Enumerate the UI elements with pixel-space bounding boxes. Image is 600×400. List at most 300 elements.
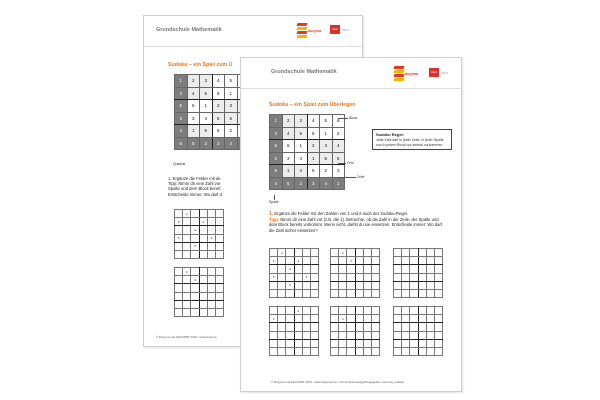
puzzle-cell[interactable]	[175, 276, 183, 284]
puzzle-cell[interactable]	[302, 315, 310, 323]
puzzle-cell[interactable]	[394, 273, 402, 281]
puzzle-cell[interactable]	[199, 308, 207, 316]
puzzle-cell[interactable]	[310, 339, 318, 347]
puzzle-cell[interactable]	[371, 257, 379, 265]
puzzle-cell[interactable]	[355, 281, 363, 289]
puzzle-cell[interactable]	[294, 331, 302, 339]
puzzle-cell[interactable]: 4	[183, 210, 191, 218]
puzzle-cell[interactable]	[302, 257, 310, 265]
puzzle-cell[interactable]	[191, 268, 199, 276]
puzzle-cell[interactable]	[363, 257, 371, 265]
puzzle-cell[interactable]	[418, 289, 426, 297]
puzzle-cell[interactable]	[215, 226, 223, 234]
puzzle-cell[interactable]	[207, 284, 215, 292]
puzzle-cell[interactable]	[339, 289, 347, 297]
puzzle-cell[interactable]	[294, 249, 302, 257]
puzzle-cell[interactable]	[363, 249, 371, 257]
puzzle-cell[interactable]	[402, 265, 410, 273]
practice-puzzle-5	[330, 306, 380, 356]
puzzle-cell[interactable]	[410, 339, 418, 347]
puzzle-cell[interactable]	[286, 315, 294, 323]
puzzle-cell[interactable]	[347, 307, 355, 315]
puzzle-cell[interactable]	[426, 315, 434, 323]
puzzle-cell[interactable]	[394, 323, 402, 331]
puzzle-cell[interactable]	[339, 257, 347, 265]
puzzle-cell[interactable]	[183, 292, 191, 300]
puzzle-cell[interactable]	[310, 281, 318, 289]
puzzle-cell[interactable]	[355, 307, 363, 315]
mint-label: MINT	[441, 71, 449, 75]
puzzle-cell[interactable]	[331, 307, 339, 315]
puzzle-cell[interactable]	[278, 339, 286, 347]
puzzle-cell[interactable]	[426, 307, 434, 315]
puzzle-cell[interactable]	[394, 347, 402, 355]
puzzle-cell[interactable]	[394, 257, 402, 265]
puzzle-cell[interactable]	[270, 323, 278, 331]
puzzle-cell[interactable]	[418, 265, 426, 273]
puzzle-cell[interactable]	[363, 307, 371, 315]
puzzle-cell[interactable]	[402, 339, 410, 347]
puzzle-cell[interactable]: 3	[286, 281, 294, 289]
puzzle-cell[interactable]	[207, 242, 215, 250]
puzzle-cell[interactable]: 3	[207, 234, 215, 242]
puzzle-cell[interactable]	[310, 347, 318, 355]
puzzle-cell[interactable]	[394, 307, 402, 315]
puzzle-cell[interactable]	[402, 307, 410, 315]
puzzle-cell[interactable]	[355, 339, 363, 347]
puzzle-cell[interactable]	[270, 281, 278, 289]
puzzle-cell[interactable]	[331, 265, 339, 273]
puzzle-cell[interactable]	[294, 265, 302, 273]
puzzle-cell[interactable]	[199, 242, 207, 250]
puzzle-cell[interactable]	[402, 249, 410, 257]
puzzle-cell[interactable]	[270, 331, 278, 339]
puzzle-cell[interactable]	[410, 289, 418, 297]
puzzle-cell[interactable]	[426, 339, 434, 347]
puzzle-cell[interactable]	[310, 273, 318, 281]
puzzle-cell[interactable]	[302, 331, 310, 339]
puzzle-cell[interactable]	[278, 273, 286, 281]
puzzle-cell[interactable]	[363, 265, 371, 273]
puzzle-cell[interactable]	[371, 307, 379, 315]
puzzle-cell[interactable]	[207, 276, 215, 284]
puzzle-cell[interactable]	[434, 257, 442, 265]
puzzle-cell[interactable]	[426, 289, 434, 297]
puzzle-cell[interactable]	[278, 281, 286, 289]
puzzle-cell[interactable]	[418, 323, 426, 331]
puzzle-cell[interactable]	[394, 339, 402, 347]
puzzle-cell[interactable]	[199, 284, 207, 292]
puzzle-cell[interactable]	[394, 331, 402, 339]
puzzle-cell[interactable]	[371, 273, 379, 281]
puzzle-cell[interactable]	[394, 249, 402, 257]
puzzle-cell[interactable]	[434, 315, 442, 323]
puzzle-cell[interactable]	[191, 292, 199, 300]
sudoku-cell: 6	[332, 115, 345, 128]
puzzle-cell[interactable]: 4	[278, 249, 286, 257]
puzzle-cell[interactable]	[310, 257, 318, 265]
puzzle-cell[interactable]	[410, 331, 418, 339]
puzzle-cell[interactable]	[371, 347, 379, 355]
puzzle-cell[interactable]	[302, 281, 310, 289]
puzzle-cell[interactable]: 4	[191, 226, 199, 234]
puzzle-cell[interactable]	[434, 339, 442, 347]
puzzle-cell[interactable]	[331, 331, 339, 339]
puzzle-cell[interactable]	[331, 315, 339, 323]
puzzle-cell[interactable]	[418, 249, 426, 257]
puzzle-cell[interactable]	[434, 307, 442, 315]
puzzle-cell[interactable]	[410, 249, 418, 257]
puzzle-cell[interactable]: 4	[191, 276, 199, 284]
puzzle-cell[interactable]	[371, 289, 379, 297]
puzzle-cell[interactable]	[191, 210, 199, 218]
puzzle-cell[interactable]	[207, 250, 215, 258]
puzzle-cell[interactable]	[347, 281, 355, 289]
puzzle-cell[interactable]	[175, 292, 183, 300]
puzzle-cell[interactable]	[339, 323, 347, 331]
puzzle-cell[interactable]	[286, 323, 294, 331]
puzzle-cell[interactable]	[183, 284, 191, 292]
puzzle-cell[interactable]	[363, 289, 371, 297]
puzzle-cell[interactable]	[339, 273, 347, 281]
puzzle-cell[interactable]	[434, 323, 442, 331]
puzzle-cell[interactable]	[199, 234, 207, 242]
puzzle-cell[interactable]	[286, 289, 294, 297]
puzzle-cell[interactable]	[418, 347, 426, 355]
puzzle-cell[interactable]	[402, 281, 410, 289]
puzzle-cell[interactable]	[394, 289, 402, 297]
puzzle-cell[interactable]	[183, 276, 191, 284]
puzzle-cell[interactable]	[434, 249, 442, 257]
puzzle-cell[interactable]	[302, 347, 310, 355]
puzzle-cell[interactable]	[402, 273, 410, 281]
puzzle-cell[interactable]	[270, 289, 278, 297]
puzzle-cell[interactable]	[294, 323, 302, 331]
puzzle-cell[interactable]	[215, 308, 223, 316]
puzzle-cell[interactable]	[331, 273, 339, 281]
puzzle-cell[interactable]	[410, 281, 418, 289]
puzzle-cell[interactable]	[286, 307, 294, 315]
puzzle-cell[interactable]	[331, 323, 339, 331]
puzzle-cell[interactable]	[191, 250, 199, 258]
puzzle-cell[interactable]	[199, 210, 207, 218]
puzzle-cell[interactable]	[402, 347, 410, 355]
puzzle-cell[interactable]	[199, 292, 207, 300]
sudoku-cell: 2	[270, 152, 283, 165]
puzzle-cell[interactable]: 3	[191, 242, 199, 250]
puzzle-cell[interactable]	[270, 265, 278, 273]
puzzle-cell[interactable]: 3	[175, 218, 183, 226]
puzzle-cell[interactable]	[347, 339, 355, 347]
puzzle-cell[interactable]	[363, 331, 371, 339]
puzzle-cell[interactable]	[418, 273, 426, 281]
puzzle-cell[interactable]	[434, 281, 442, 289]
puzzle-cell[interactable]	[355, 323, 363, 331]
puzzle-cell[interactable]	[347, 273, 355, 281]
sudoku-cell: 5	[282, 177, 295, 190]
puzzle-cell[interactable]	[310, 331, 318, 339]
puzzle-cell[interactable]	[215, 234, 223, 242]
puzzle-cell[interactable]	[286, 347, 294, 355]
puzzle-cell[interactable]	[207, 300, 215, 308]
puzzle-cell[interactable]	[394, 281, 402, 289]
puzzle-cell[interactable]	[270, 339, 278, 347]
puzzle-cell[interactable]	[355, 347, 363, 355]
puzzle-cell[interactable]	[278, 265, 286, 273]
puzzle-cell[interactable]	[215, 276, 223, 284]
puzzle-cell[interactable]	[183, 308, 191, 316]
puzzle-cell[interactable]	[175, 268, 183, 276]
sudoku-cell: 5	[332, 152, 345, 165]
puzzle-cell[interactable]	[347, 331, 355, 339]
puzzle-cell[interactable]	[355, 289, 363, 297]
puzzle-cell[interactable]	[363, 273, 371, 281]
puzzle-cell[interactable]	[215, 250, 223, 258]
puzzle-cell[interactable]	[183, 300, 191, 308]
puzzle-cell[interactable]	[426, 281, 434, 289]
puzzle-cell[interactable]	[347, 315, 355, 323]
puzzle-cell[interactable]	[339, 307, 347, 315]
puzzle-cell[interactable]	[355, 331, 363, 339]
puzzle-cell[interactable]	[199, 250, 207, 258]
puzzle-cell[interactable]	[418, 307, 426, 315]
puzzle-cell[interactable]	[175, 284, 183, 292]
puzzle-cell[interactable]	[355, 315, 363, 323]
puzzle-cell[interactable]: 4	[294, 307, 302, 315]
puzzle-cell[interactable]	[355, 257, 363, 265]
puzzle-cell[interactable]	[215, 292, 223, 300]
puzzle-cell[interactable]	[418, 315, 426, 323]
puzzle-cell[interactable]	[207, 218, 215, 226]
puzzle-cell[interactable]	[278, 347, 286, 355]
puzzle-cell[interactable]	[207, 292, 215, 300]
puzzle-cell[interactable]	[310, 289, 318, 297]
puzzle-cell[interactable]	[183, 226, 191, 234]
puzzle-cell[interactable]	[394, 315, 402, 323]
puzzle-cell[interactable]	[410, 265, 418, 273]
puzzle-cell[interactable]	[339, 331, 347, 339]
puzzle-cell[interactable]	[294, 339, 302, 347]
puzzle-cell[interactable]	[191, 234, 199, 242]
puzzle-cell[interactable]	[363, 323, 371, 331]
puzzle-cell[interactable]	[286, 273, 294, 281]
puzzle-cell[interactable]	[270, 249, 278, 257]
puzzle-cell[interactable]	[331, 347, 339, 355]
puzzle-cell[interactable]	[302, 249, 310, 257]
puzzle-cell[interactable]	[175, 300, 183, 308]
puzzle-cell[interactable]	[175, 308, 183, 316]
puzzle-cell[interactable]	[426, 331, 434, 339]
puzzle-cell[interactable]	[270, 347, 278, 355]
puzzle-cell[interactable]	[294, 281, 302, 289]
puzzle-cell[interactable]	[363, 281, 371, 289]
sudoku-cell: 5	[320, 115, 333, 128]
puzzle-cell[interactable]	[410, 257, 418, 265]
puzzle-cell[interactable]	[183, 242, 191, 250]
puzzle-cell[interactable]	[363, 339, 371, 347]
puzzle-cell[interactable]	[418, 257, 426, 265]
puzzle-cell[interactable]	[418, 281, 426, 289]
zeile-label: Zeile	[357, 175, 365, 179]
puzzle-cell[interactable]	[215, 218, 223, 226]
puzzle-cell[interactable]	[347, 323, 355, 331]
task-text: Ergänze die Felder mit den Zahlen von 1 und 6 nach der Sudoku-Regel.	[274, 211, 408, 216]
puzzle-cell[interactable]	[410, 323, 418, 331]
puzzle-cell[interactable]	[363, 347, 371, 355]
puzzle-cell[interactable]	[199, 226, 207, 234]
puzzle-cell[interactable]	[207, 308, 215, 316]
puzzle-cell[interactable]: 5	[175, 234, 183, 242]
puzzle-cell[interactable]	[339, 265, 347, 273]
puzzle-cell[interactable]	[294, 315, 302, 323]
puzzle-cell[interactable]	[331, 339, 339, 347]
puzzle-cell[interactable]	[426, 257, 434, 265]
puzzle-cell[interactable]	[302, 323, 310, 331]
puzzle-cell[interactable]	[371, 331, 379, 339]
puzzle-cell[interactable]	[347, 265, 355, 273]
puzzle-cell[interactable]	[302, 289, 310, 297]
puzzle-cell[interactable]: 3	[270, 315, 278, 323]
puzzle-cell[interactable]	[191, 300, 199, 308]
puzzle-cell[interactable]	[331, 249, 339, 257]
puzzle-cell[interactable]	[286, 331, 294, 339]
puzzle-cell[interactable]: 4	[339, 315, 347, 323]
puzzle-cell[interactable]	[426, 347, 434, 355]
puzzle-cell[interactable]	[207, 210, 215, 218]
puzzle-cell[interactable]	[434, 289, 442, 297]
puzzle-cell[interactable]	[175, 226, 183, 234]
puzzle-cell[interactable]	[310, 249, 318, 257]
puzzle-cell[interactable]	[331, 289, 339, 297]
puzzle-cell[interactable]	[371, 265, 379, 273]
puzzle-cell[interactable]	[191, 284, 199, 292]
puzzle-cell[interactable]	[310, 315, 318, 323]
puzzle-cell[interactable]	[278, 315, 286, 323]
puzzle-cell[interactable]	[191, 308, 199, 316]
puzzle-cell[interactable]	[339, 347, 347, 355]
puzzle-cell[interactable]	[426, 323, 434, 331]
puzzle-cell[interactable]	[355, 273, 363, 281]
puzzle-cell[interactable]	[175, 250, 183, 258]
puzzle-cell[interactable]	[363, 315, 371, 323]
puzzle-cell[interactable]	[175, 242, 183, 250]
puzzle-cell[interactable]: 3	[270, 257, 278, 265]
puzzle-cell[interactable]	[207, 226, 215, 234]
puzzle-cell[interactable]	[402, 323, 410, 331]
puzzle-cell[interactable]	[183, 218, 191, 226]
puzzle-cell[interactable]	[371, 249, 379, 257]
puzzle-cell[interactable]	[394, 265, 402, 273]
puzzle-cell[interactable]	[434, 273, 442, 281]
puzzle-cell[interactable]	[410, 307, 418, 315]
puzzle-cell[interactable]	[183, 234, 191, 242]
puzzle-cell[interactable]	[207, 268, 215, 276]
puzzle-cell[interactable]	[418, 331, 426, 339]
puzzle-cell[interactable]	[191, 218, 199, 226]
puzzle-cell[interactable]	[302, 307, 310, 315]
puzzle-cell[interactable]	[278, 323, 286, 331]
puzzle-cell[interactable]	[402, 289, 410, 297]
puzzle-cell[interactable]	[426, 249, 434, 257]
puzzle-cell[interactable]	[215, 268, 223, 276]
puzzle-cell[interactable]: 4	[286, 265, 294, 273]
puzzle-cell[interactable]	[286, 249, 294, 257]
puzzle-cell[interactable]	[402, 315, 410, 323]
puzzle-cell[interactable]	[355, 249, 363, 257]
puzzle-cell[interactable]	[215, 284, 223, 292]
puzzle-cell[interactable]	[286, 257, 294, 265]
puzzle-cell[interactable]	[434, 265, 442, 273]
puzzle-cell[interactable]	[347, 289, 355, 297]
puzzle-cell[interactable]	[418, 339, 426, 347]
puzzle-cell[interactable]: 4	[347, 257, 355, 265]
quadrat-label: Quadrat	[173, 162, 186, 166]
duzyma-logo-text: duzyma	[405, 72, 419, 76]
puzzle-cell[interactable]	[175, 210, 183, 218]
puzzle-cell[interactable]	[215, 210, 223, 218]
puzzle-cell[interactable]	[347, 347, 355, 355]
puzzle-cell[interactable]	[199, 268, 207, 276]
puzzle-cell[interactable]	[310, 265, 318, 273]
puzzle-cell[interactable]	[278, 331, 286, 339]
puzzle-cell[interactable]: 3	[339, 249, 347, 257]
puzzle-cell[interactable]	[339, 281, 347, 289]
puzzle-cell[interactable]	[215, 300, 223, 308]
puzzle-cell[interactable]	[426, 265, 434, 273]
puzzle-cell[interactable]	[402, 257, 410, 265]
puzzle-cell[interactable]	[278, 289, 286, 297]
puzzle-cell[interactable]	[434, 331, 442, 339]
puzzle-cell[interactable]: 4	[199, 218, 207, 226]
puzzle-cell[interactable]	[199, 300, 207, 308]
puzzle-cell[interactable]	[270, 307, 278, 315]
puzzle-cell[interactable]	[215, 242, 223, 250]
puzzle-cell[interactable]: 3	[183, 268, 191, 276]
puzzle-cell[interactable]: 3	[302, 273, 310, 281]
puzzle-cell[interactable]	[183, 250, 191, 258]
puzzle-cell[interactable]	[302, 339, 310, 347]
puzzle-cell[interactable]	[310, 323, 318, 331]
puzzle-cell[interactable]	[331, 257, 339, 265]
puzzle-cell[interactable]	[371, 339, 379, 347]
puzzle-cell[interactable]	[331, 281, 339, 289]
puzzle-cell[interactable]	[294, 273, 302, 281]
puzzle-cell[interactable]	[371, 281, 379, 289]
puzzle-cell[interactable]	[294, 289, 302, 297]
puzzle-cell[interactable]	[426, 273, 434, 281]
puzzle-cell[interactable]	[199, 276, 207, 284]
puzzle-cell[interactable]	[302, 265, 310, 273]
puzzle-cell[interactable]	[278, 307, 286, 315]
puzzle-cell[interactable]	[347, 249, 355, 257]
puzzle-cell[interactable]	[339, 339, 347, 347]
puzzle-cell[interactable]	[310, 307, 318, 315]
puzzle-cell[interactable]	[371, 323, 379, 331]
puzzle-cell[interactable]	[410, 347, 418, 355]
puzzle-cell[interactable]: 4	[294, 257, 302, 265]
puzzle-cell[interactable]	[355, 265, 363, 273]
puzzle-cell[interactable]	[286, 339, 294, 347]
puzzle-cell[interactable]	[294, 347, 302, 355]
puzzle-cell[interactable]	[434, 347, 442, 355]
puzzle-cell[interactable]	[278, 257, 286, 265]
puzzle-cell[interactable]	[402, 331, 410, 339]
puzzle-cell[interactable]	[371, 315, 379, 323]
puzzle-cell[interactable]	[410, 315, 418, 323]
puzzle-cell[interactable]	[410, 273, 418, 281]
puzzle-cell[interactable]: 5	[270, 273, 278, 281]
block-label: Block	[349, 116, 358, 120]
